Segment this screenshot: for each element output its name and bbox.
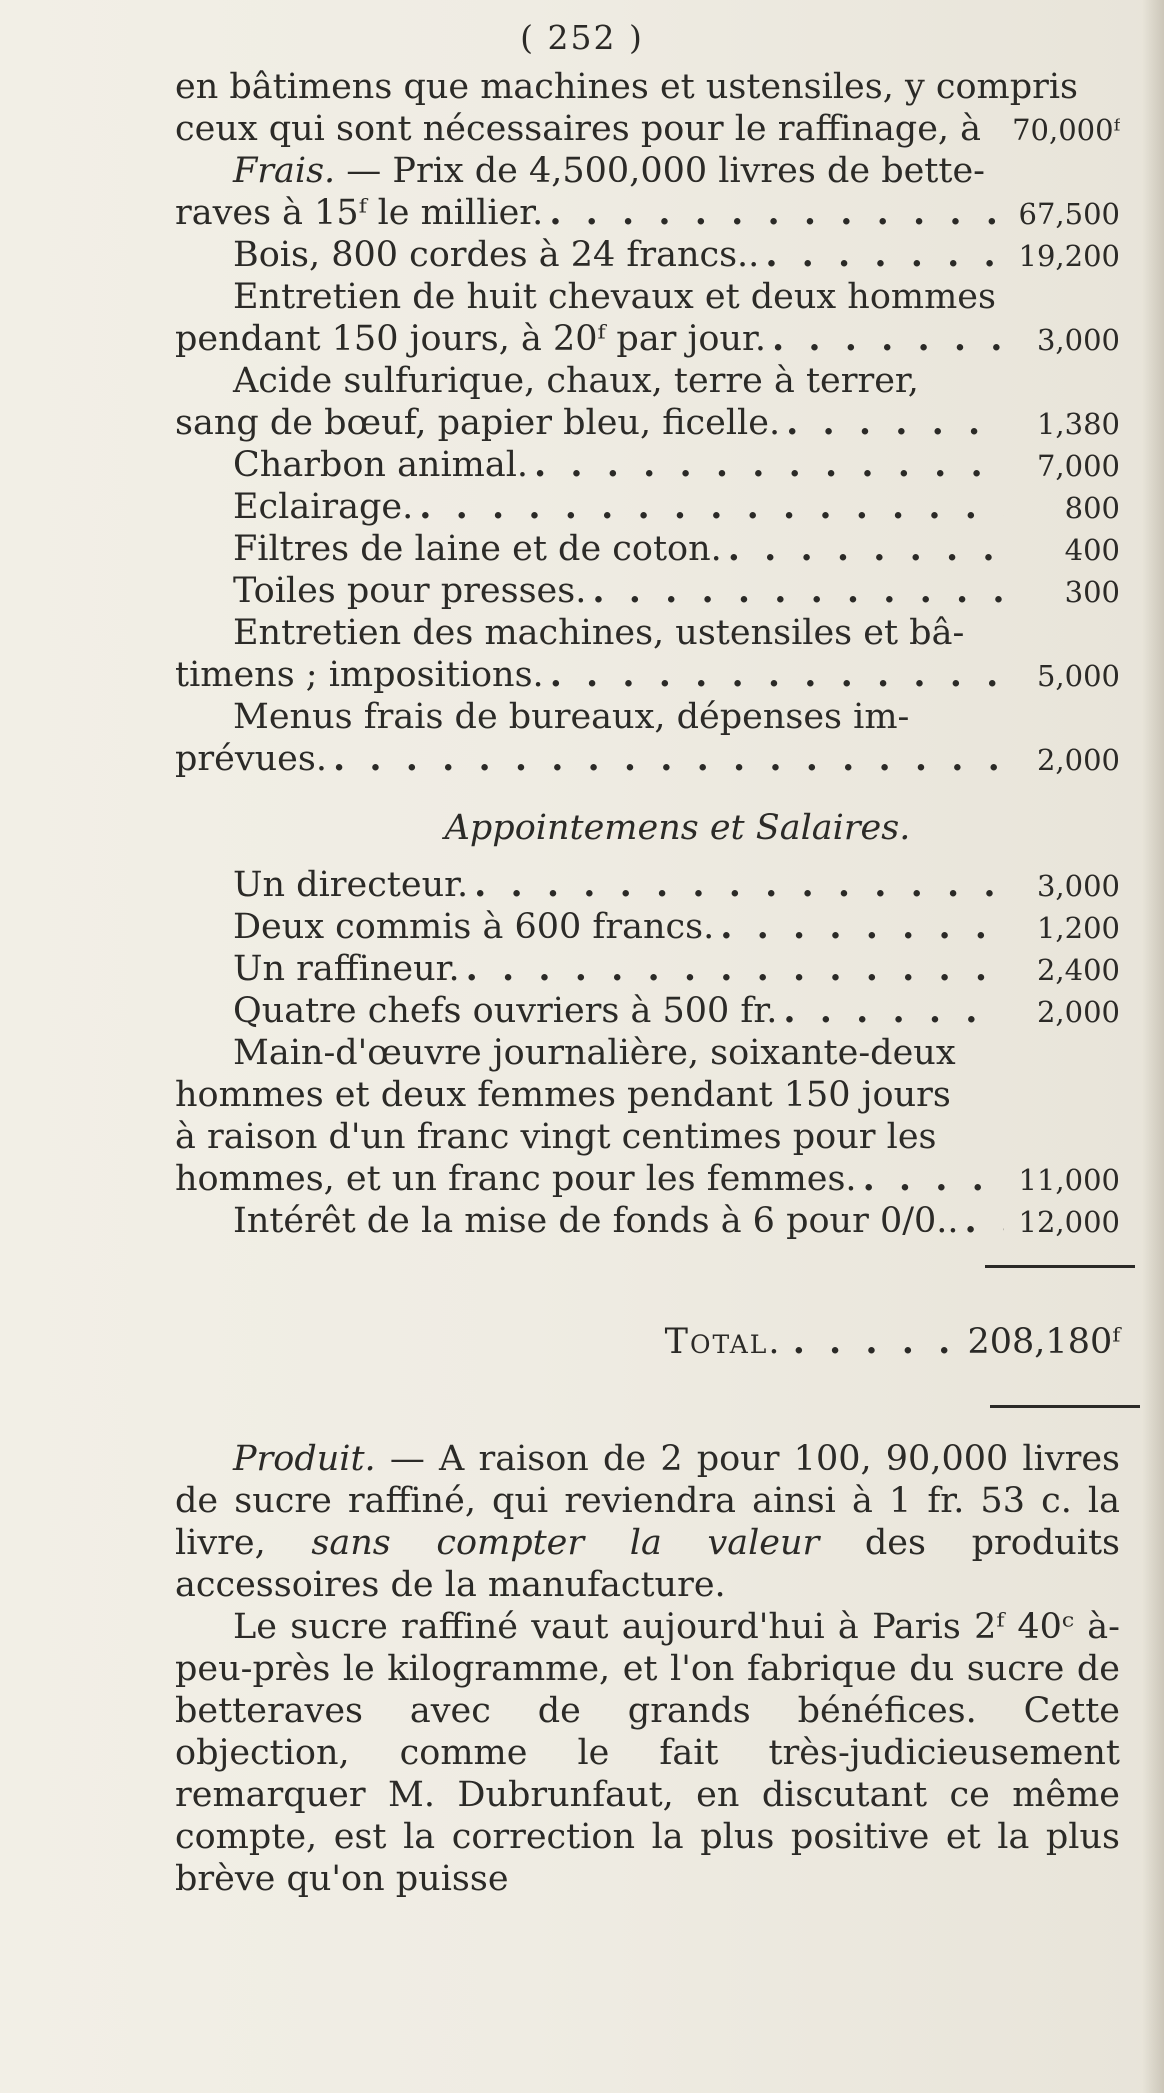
ledger-line	[175, 360, 1120, 402]
ledger-line-value: 70,000ᶠ	[1012, 113, 1120, 147]
ledger-line-label: Un directeur.	[233, 865, 469, 905]
leader-dots	[474, 864, 1004, 906]
ledger-line	[175, 402, 1120, 444]
ledger-line-label: Entretien de huit chevaux et deux hommes	[233, 277, 996, 317]
frais-heading: Frais.	[233, 151, 336, 191]
ledger-line-value: 7,000	[1036, 449, 1120, 483]
ledger-line-value: 11,000	[1018, 1163, 1120, 1197]
ledger-line	[175, 192, 1120, 234]
ledger-line	[175, 318, 1120, 360]
leader-dots	[419, 486, 1004, 528]
ledger-line-value: 300	[1064, 575, 1120, 609]
ledger-line-value: 1,380	[1036, 407, 1120, 441]
ledger-line	[175, 906, 1120, 948]
ledger-line-label: Bois, 800 cordes à 24 francs..	[233, 235, 760, 275]
ledger-line-label: Filtres de laine et de coton.	[233, 529, 722, 569]
ledger-line	[175, 276, 1120, 318]
leader-dots	[783, 990, 1004, 1032]
ledger-line-label: hommes, et un franc pour les femmes.	[175, 1159, 857, 1199]
total-value: 208,180ᶠ	[967, 1322, 1120, 1362]
ledger-line	[175, 444, 1120, 486]
ledger-line-value: 800	[1064, 491, 1120, 525]
total-rule-bottom	[990, 1405, 1140, 1408]
cost-ledger	[175, 66, 1120, 1242]
leader-dots	[333, 738, 1004, 780]
ledger-line-label: timens ; impositions.	[175, 655, 544, 695]
total-label: Total.	[664, 1322, 782, 1362]
ledger-line	[175, 654, 1120, 696]
paragraph-produit	[175, 1438, 1120, 1606]
ledger-line-label: Entretien des machines, ustensiles et bâ-	[233, 613, 965, 653]
ledger-line	[175, 948, 1120, 990]
leader-dots	[772, 318, 1004, 360]
leader-dots	[728, 528, 1004, 570]
total-dots: . . . . .	[792, 1321, 957, 1362]
frais-heading-rest: — Prix de 4,500,000 livres de bette-	[335, 151, 985, 191]
ledger-line	[175, 738, 1120, 780]
total-rule-top	[985, 1265, 1135, 1268]
ledger-line-value: 1,200	[1036, 911, 1120, 945]
ledger-line-label: Toiles pour presses.	[233, 571, 587, 611]
ledger-line-value: 5,000	[1036, 659, 1120, 693]
ledger-line-label: prévues.	[175, 739, 327, 779]
ledger-line-label: Eclairage.	[233, 487, 414, 527]
ledger-line-value: 3,000	[1036, 323, 1120, 357]
produit-emphasis: sans compter la valeur	[311, 1523, 820, 1563]
paragraph-sucre: Le sucre raffiné vaut aujourd'hui à Paris 2ᶠ 40ᶜ à-peu-près le kilogramme, et l'on fabrique du sucre de betteraves avec de grands bénéfices. Cette objection, comme le fait très-judicieusement remarquer M. Dubrunfaut, en discutant ce même compte, est la correction la plus positive et la plus brève qu'on puisse	[175, 1607, 1120, 1899]
ledger-line-label: Menus frais de bureaux, dépenses im-	[233, 697, 910, 737]
total-row	[175, 1318, 1120, 1366]
ledger-line	[175, 1074, 1120, 1116]
page-spine-shadow	[1142, 0, 1164, 2093]
produit-text-b: des produits accessoires de la manufacture.	[175, 1523, 1120, 1605]
ledger-line-value: 400	[1064, 533, 1120, 567]
ledger-line	[175, 696, 1120, 738]
produit-text-a: — A raison de 2 pour 100, 90,000 livres de sucre raffiné, qui reviendra ainsi à 1 fr. 53 c. la livre,	[175, 1439, 1120, 1563]
leader-dots	[765, 234, 1004, 276]
ledger-line	[175, 528, 1120, 570]
text-body	[175, 1438, 1120, 1900]
leader-dots	[965, 1200, 1004, 1242]
ledger-line-value: 19,200	[1018, 239, 1120, 273]
leader-dots	[720, 906, 1004, 948]
ledger-line-label: raves à 15ᶠ le millier.	[175, 193, 544, 233]
ledger-line-value: 67,500	[1018, 197, 1120, 231]
ledger-line-label: Quatre chefs ouvriers à 500 fr.	[233, 991, 778, 1031]
ledger-line-label: Intérêt de la mise de fonds à 6 pour 0/0..	[233, 1201, 959, 1241]
ledger-line-label: pendant 150 jours, à 20ᶠ par jour.	[175, 319, 767, 359]
leader-dots	[592, 570, 1004, 612]
page-number: ( 252 )	[520, 18, 644, 57]
produit-lead: Produit.	[233, 1439, 376, 1479]
ledger-line	[175, 66, 1120, 108]
leader-dots	[550, 654, 1004, 696]
ledger-line	[175, 612, 1120, 654]
ledger-line-value: 2,400	[1036, 953, 1120, 987]
leader-dots	[786, 402, 1004, 444]
ledger-line-label: Acide sulfurique, chaux, terre à terrer,	[233, 361, 919, 401]
ledger-line-label: Charbon animal.	[233, 445, 529, 485]
ledger-line	[175, 1032, 1120, 1074]
ledger-line-value: 12,000	[1018, 1205, 1120, 1239]
ledger-line	[175, 990, 1120, 1032]
ledger-line	[175, 864, 1120, 906]
leader-dots	[466, 948, 1004, 990]
ledger-line-label: à raison d'un franc vingt centimes pour les	[175, 1117, 937, 1157]
ledger-line	[175, 108, 1120, 150]
ledger-line-label: ceux qui sont nécessaires pour le raffinage, à	[175, 109, 982, 149]
ledger-line-label: en bâtimens que machines et ustensiles, y compris	[175, 67, 1079, 107]
ledger-line-label: hommes et deux femmes pendant 150 jours	[175, 1075, 951, 1115]
ledger-line	[175, 1158, 1120, 1200]
ledger-line	[175, 1116, 1120, 1158]
leader-dots	[534, 444, 1004, 486]
ledger-line	[175, 570, 1120, 612]
ledger-line-label: Un raffineur.	[233, 949, 460, 989]
ledger-line-value: 2,000	[1036, 995, 1120, 1029]
leader-dots	[549, 192, 1004, 234]
ledger-line-label: sang de bœuf, papier bleu, ficelle.	[175, 403, 781, 443]
ledger-line	[175, 234, 1120, 276]
leader-dots	[863, 1158, 1004, 1200]
salaires-heading: Appointemens et Salaires.	[444, 808, 911, 848]
ledger-line	[175, 486, 1120, 528]
ledger-line-value: 2,000	[1036, 743, 1120, 777]
ledger-line-label: Main-d'œuvre journalière, soixante-deux	[233, 1033, 956, 1073]
ledger-line	[175, 1200, 1120, 1242]
ledger-line-value: 3,000	[1036, 869, 1120, 903]
frais-heading-line	[175, 150, 1120, 192]
spacer	[175, 780, 1120, 798]
ledger-line-label: Deux commis à 600 francs.	[233, 907, 715, 947]
